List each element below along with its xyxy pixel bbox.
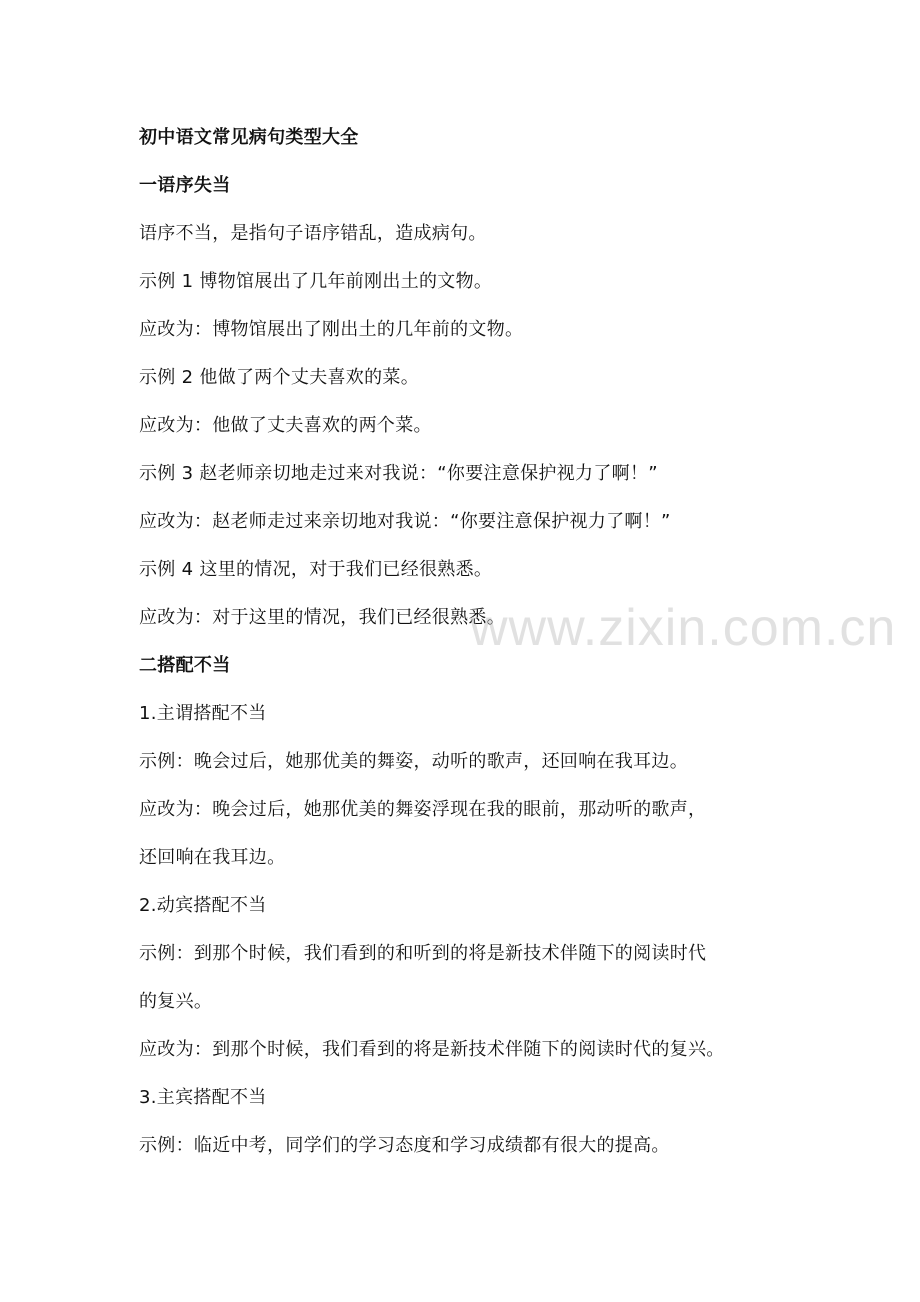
section-heading-collocation: 二搭配不当 [139, 655, 231, 676]
example-verb-object-line2: 的复兴。 [139, 991, 213, 1012]
section-heading-word-order: 一语序失当 [139, 175, 231, 196]
watermark: www.zixin.com.cn [470, 599, 897, 657]
example-1: 示例 1 博物馆展出了几年前刚出土的文物。 [139, 271, 493, 292]
example-subject-object: 示例：临近中考，同学们的学习态度和学习成绩都有很大的提高。 [139, 1135, 670, 1156]
correction-3: 应改为：赵老师走过来亲切地对我说：“你要注意保护视力了啊！” [139, 511, 671, 532]
subheading-subject-predicate: 1.主谓搭配不当 [139, 703, 267, 724]
correction-2: 应改为：他做了丈夫喜欢的两个菜。 [139, 415, 432, 436]
subheading-verb-object: 2.动宾搭配不当 [139, 895, 267, 916]
example-verb-object-line1: 示例：到那个时候，我们看到的和听到的将是新技术伴随下的阅读时代 [139, 943, 707, 964]
subheading-subject-object: 3.主宾搭配不当 [139, 1087, 267, 1108]
example-4: 示例 4 这里的情况，对于我们已经很熟悉。 [139, 559, 493, 580]
document-title: 初中语文常见病句类型大全 [139, 127, 359, 148]
paragraph-intro: 语序不当，是指句子语序错乱，造成病句。 [139, 223, 487, 244]
example-2: 示例 2 他做了两个丈夫喜欢的菜。 [139, 367, 419, 388]
example-subject-predicate: 示例：晚会过后，她那优美的舞姿，动听的歌声，还回响在我耳边。 [139, 751, 688, 772]
correction-4: 应改为：对于这里的情况，我们已经很熟悉。 [139, 607, 505, 628]
correction-subject-predicate-line1: 应改为：晚会过后，她那优美的舞姿浮现在我的眼前，那动听的歌声， [139, 799, 707, 820]
example-3: 示例 3 赵老师亲切地走过来对我说：“你要注意保护视力了啊！” [139, 463, 658, 484]
correction-1: 应改为：博物馆展出了刚出土的几年前的文物。 [139, 319, 524, 340]
correction-subject-predicate-line2: 还回响在我耳边。 [139, 847, 286, 868]
correction-verb-object: 应改为：到那个时候，我们看到的将是新技术伴随下的阅读时代的复兴。 [139, 1039, 725, 1060]
